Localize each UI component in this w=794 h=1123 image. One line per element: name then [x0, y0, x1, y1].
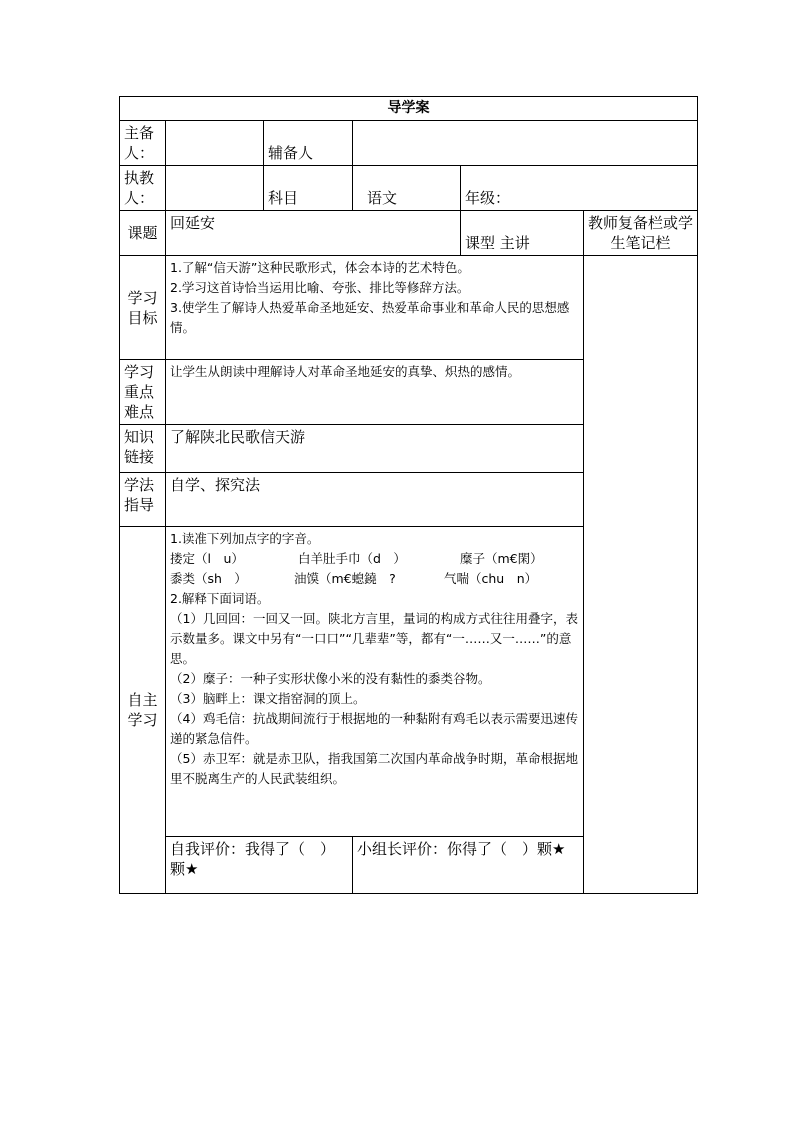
topic-label: 课题	[120, 211, 166, 256]
explanation-question: 2.解释下面词语。	[170, 591, 270, 606]
assistant-preparer-value[interactable]	[353, 121, 698, 166]
explanation-item: （4）鸡毛信：抗战期间流行于根据地的一种黏附有鸡毛以表示需要迅速传递的紧急信件。	[170, 711, 578, 746]
explanation-item: （1）几回回：一回又一回。陕北方言里，量词的构成方式往往用叠字，表示数量多。课文中另有“一口口”“几辈辈”等，都有“一……又一……”的意思。	[170, 611, 578, 666]
learning-goals-content	[166, 256, 584, 360]
pronunciation-row	[170, 549, 579, 569]
word-item: 白羊肚手巾（d ）	[298, 551, 406, 566]
word-item: 搂定（l u）	[170, 551, 244, 566]
notes-column[interactable]	[584, 256, 698, 894]
topic-value: 回延安	[166, 211, 461, 256]
pronunciation-question: 1.读准下列加点字的字音。	[170, 531, 320, 546]
method-guide-content: 自学、探究法	[166, 473, 584, 527]
study-guide-sheet	[119, 96, 697, 894]
chief-preparer-value[interactable]	[166, 121, 264, 166]
group-leader-evaluation: 小组长评价：你得了（ ）颗★	[353, 837, 584, 894]
explanation-item: （2）糜子：一种子实形状像小米的没有黏性的黍类谷物。	[170, 671, 491, 686]
chief-preparer-label: 主备人：	[120, 121, 166, 166]
goal-item: 1.了解“信天游”这种民歌形式，体会本诗的艺术特色。	[170, 260, 470, 275]
word-item: 气喘（chu n）	[444, 571, 538, 586]
word-item: 糜子（m€閑）	[460, 551, 543, 566]
self-study-label: 自主学习	[120, 527, 166, 894]
focus-difficulty-label: 学习重点难点	[120, 360, 166, 425]
word-item: 油馍（m€螅鐃 ?	[294, 571, 396, 586]
self-study-content	[166, 527, 584, 837]
assistant-preparer-label: 辅备人	[264, 121, 353, 166]
notes-column-header: 教师复备栏或学生笔记栏	[584, 211, 698, 256]
learning-goals-label: 学习目标	[120, 256, 166, 360]
teacher-label: 执教人：	[120, 166, 166, 211]
knowledge-link-label: 知识链接	[120, 425, 166, 473]
word-item: 黍类（sh ）	[170, 571, 247, 586]
teacher-value[interactable]	[166, 166, 264, 211]
explanation-item: （3）脑畔上：课文指窑洞的顶上。	[170, 691, 366, 706]
document-title: 导学案	[120, 97, 698, 121]
method-guide-label: 学法指导	[120, 473, 166, 527]
explanation-item: （5）赤卫军：就是赤卫队，指我国第二次国内革命战争时期，革命根据地里不脱离生产的人民武装组织。	[170, 751, 578, 786]
lesson-type-label: 课型 主讲	[461, 211, 584, 256]
self-evaluation: 自我评价：我得了（ ）颗★	[166, 837, 353, 894]
goal-item: 3.使学生了解诗人热爱革命圣地延安、热爱革命事业和革命人民的思想感情。	[170, 300, 570, 335]
grade-label: 年级：	[461, 166, 698, 211]
subject-value: 语文	[353, 166, 461, 211]
focus-difficulty-content: 让学生从朗读中理解诗人对革命圣地延安的真挚、炽热的感情。	[166, 360, 584, 425]
goal-item: 2.学习这首诗恰当运用比喻、夸张、排比等修辞方法。	[170, 280, 470, 295]
knowledge-link-content: 了解陕北民歌信天游	[166, 425, 584, 473]
pronunciation-row	[170, 569, 579, 589]
study-guide-table	[119, 96, 698, 894]
subject-label: 科目	[264, 166, 353, 211]
